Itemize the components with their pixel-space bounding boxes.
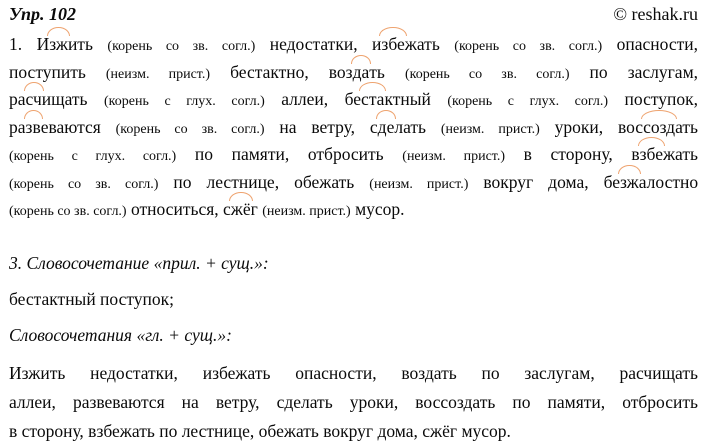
- heading-adj-plus-noun: 3. Словосочетание «прил. + сущ.»:: [9, 252, 269, 273]
- root-arc-mark: де: [378, 115, 395, 140]
- task1-line: [9, 142, 698, 170]
- task1-line: [9, 32, 698, 60]
- text-word: аллеи,: [281, 89, 329, 109]
- text-word: памяти,: [231, 144, 290, 164]
- text-word: сжёг: [223, 199, 258, 219]
- root-arc-mark: збе: [381, 32, 404, 57]
- text-word: сделать: [370, 117, 426, 137]
- text-word: на: [279, 116, 297, 137]
- text-word: взбежать: [631, 144, 698, 164]
- morpheme-note: (неизм. прист.): [262, 204, 351, 219]
- text-word: относиться,: [130, 199, 219, 219]
- text-word: лестнице,: [206, 171, 280, 192]
- answer-adj-plus-noun: бестактный поступок;: [9, 288, 175, 309]
- root-arc-mark: ста: [361, 87, 384, 112]
- task1-line: [9, 115, 698, 143]
- task3-answer-line: [9, 359, 698, 388]
- text-word: сторону,: [550, 144, 613, 164]
- text-word: бестактно,: [230, 61, 309, 82]
- text-word: безжалостно: [604, 172, 699, 192]
- root-arc-mark: збе: [640, 142, 663, 167]
- text-word: вокруг: [483, 171, 534, 192]
- text-word: воздать: [329, 62, 385, 82]
- morpheme-note: (корень со зв. согл.): [9, 204, 127, 219]
- morpheme-note: (корень со зв. согл.): [107, 39, 256, 54]
- task3-answer-line: [9, 417, 698, 446]
- root-arc-mark: да: [353, 60, 370, 85]
- root-arc-mark: зж: [49, 32, 68, 57]
- task3-section: [9, 251, 698, 446]
- text-word: в: [523, 144, 532, 164]
- text-word: поступок,: [624, 89, 699, 109]
- site-watermark: © reshak.ru: [613, 4, 698, 24]
- morpheme-note: (неизм. прист.): [105, 66, 211, 82]
- morpheme-note: (корень со зв. согл.): [454, 39, 603, 54]
- text-word: отбросить: [307, 144, 384, 164]
- text-word: мусор.: [355, 199, 405, 219]
- root-arc-mark: созд: [643, 115, 675, 140]
- task3-answer-line: [9, 388, 698, 417]
- morpheme-note: (корень со зв. согл.): [115, 121, 265, 137]
- text-word: расчищать: [9, 89, 88, 109]
- text-word: Изжить недостатки, избежать опасности, воздать по заслугам, расчищать: [9, 362, 698, 383]
- task1-line: [9, 60, 698, 88]
- root-arc-mark: сч: [26, 87, 42, 112]
- text-word: поступить: [9, 61, 86, 82]
- morpheme-note: (неизм. прист.): [402, 149, 506, 164]
- page-header: [9, 3, 698, 25]
- task1-line: [9, 87, 698, 115]
- morpheme-note: (корень с глух. согл.): [104, 94, 265, 109]
- task1-line: [9, 170, 698, 198]
- text-word: 1.: [9, 34, 23, 54]
- text-word: ветру,: [311, 116, 356, 137]
- morpheme-note: (корень с глух. согл.): [9, 149, 177, 164]
- text-word: избежать: [372, 34, 440, 54]
- text-word: по: [173, 171, 192, 192]
- text-word: дома,: [548, 171, 589, 192]
- text-word: Изжить: [37, 34, 93, 54]
- morpheme-note: (неизм. прист.): [369, 176, 469, 192]
- root-arc-mark: зж: [620, 170, 639, 195]
- answer-verb-plus-noun-paragraph: [9, 359, 698, 446]
- text-word: бестактный: [345, 89, 431, 109]
- root-arc-mark: жё: [231, 197, 251, 222]
- task1-annotated-paragraph: [9, 32, 698, 225]
- text-word: заслугам,: [627, 61, 699, 82]
- text-word: аллеи, развеваются на ветру, сделать уроки, воссоздать по памяти, отбросить: [9, 391, 698, 412]
- morpheme-note: (корень со зв. согл.): [9, 176, 159, 192]
- morpheme-note: (корень со зв. согл.): [404, 66, 570, 82]
- text-word: развеваются: [9, 117, 101, 137]
- morpheme-note: (неизм. прист.): [440, 121, 540, 137]
- heading-verb-plus-noun: Словосочетания «гл. + сущ.»:: [9, 324, 232, 345]
- text-word: уроки,: [554, 116, 604, 137]
- morpheme-note: (корень с глух. согл.): [447, 94, 609, 109]
- text-word: по: [589, 61, 608, 82]
- text-word: воссоздать: [618, 117, 698, 137]
- text-word: по: [194, 144, 213, 164]
- task1-line: [9, 197, 698, 225]
- root-arc-mark: зв: [26, 115, 41, 140]
- text-word: обежать: [294, 171, 355, 192]
- text-word: опасности,: [616, 34, 698, 54]
- text-word: недостатки,: [269, 34, 358, 54]
- text-word: в сторону, взбежать по лестнице, обежать вокруг дома, сжёг мусор.: [9, 420, 511, 441]
- exercise-title: Упр. 102: [9, 4, 77, 24]
